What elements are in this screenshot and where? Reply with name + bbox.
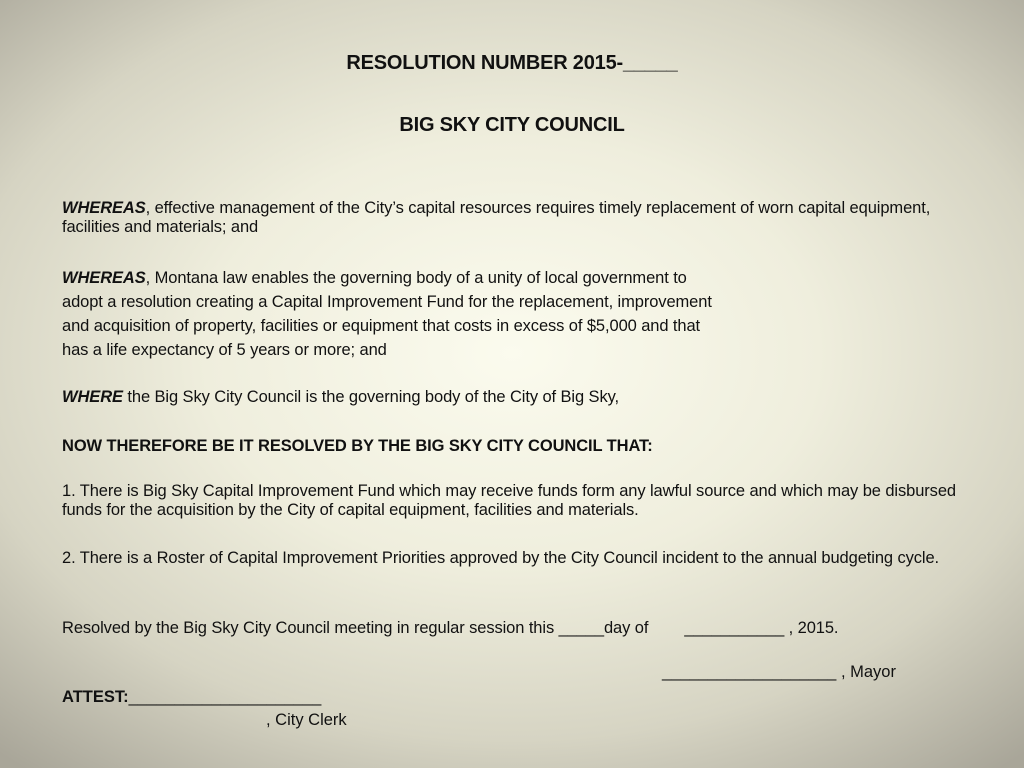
attest-line xyxy=(62,688,321,707)
now-therefore-heading: NOW THEREFORE BE IT RESOLVED BY THE BIG SKY CITY COUNCIL THAT: xyxy=(62,437,653,455)
clause-1: 1. There is Big Sky Capital Improvement Fund which may receive funds form any lawful source and which may be disbursed funds for the acquisition by the City of capital equipment, facilities and materials. xyxy=(62,482,956,519)
where-paragraph xyxy=(62,385,962,409)
mayor-signature-line: ___________________ , Mayor xyxy=(662,663,896,681)
resolved-text: Resolved by the Big Sky City Council meeting in regular session this _____day of xyxy=(62,619,649,637)
whereas-paragraph-2 xyxy=(62,266,882,362)
whereas-line-4: has a life expectancy of 5 years or more; and xyxy=(62,341,387,359)
whereas-line-2: adopt a resolution creating a Capital Improvement Fund for the replacement, improvement xyxy=(62,293,712,311)
where-lead: WHERE xyxy=(62,388,123,406)
attest-label: ATTEST: xyxy=(62,688,129,706)
city-clerk-label: , City Clerk xyxy=(266,711,347,729)
whereas-lead-2: WHEREAS xyxy=(62,269,146,287)
whereas-paragraph-1 xyxy=(62,199,962,237)
where-text: the Big Sky City Council is the governing body of the City of Big Sky, xyxy=(122,388,620,406)
whereas-text-1: , effective management of the City’s capital resources requires timely replacement of worn capital equipment, facilities and materials; and xyxy=(62,199,931,236)
resolved-date-blank: ___________ , 2015. xyxy=(684,619,839,637)
whereas-line-1: , Montana law enables the governing body of a unity of local government to xyxy=(145,269,687,287)
whereas-line-3: and acquisition of property, facilities or equipment that costs in excess of $5,000 and that xyxy=(62,317,701,335)
attest-signature-blank: _____________________ xyxy=(128,688,322,706)
resolution-number-title: RESOLUTION NUMBER 2015-_____ xyxy=(346,52,678,74)
whereas-lead-1: WHEREAS xyxy=(62,199,146,217)
clause-2: 2. There is a Roster of Capital Improvement Priorities approved by the City Council incident to the annual budgeting cycle. xyxy=(62,549,940,567)
resolved-line xyxy=(62,616,962,640)
council-title: BIG SKY CITY COUNCIL xyxy=(399,114,625,136)
